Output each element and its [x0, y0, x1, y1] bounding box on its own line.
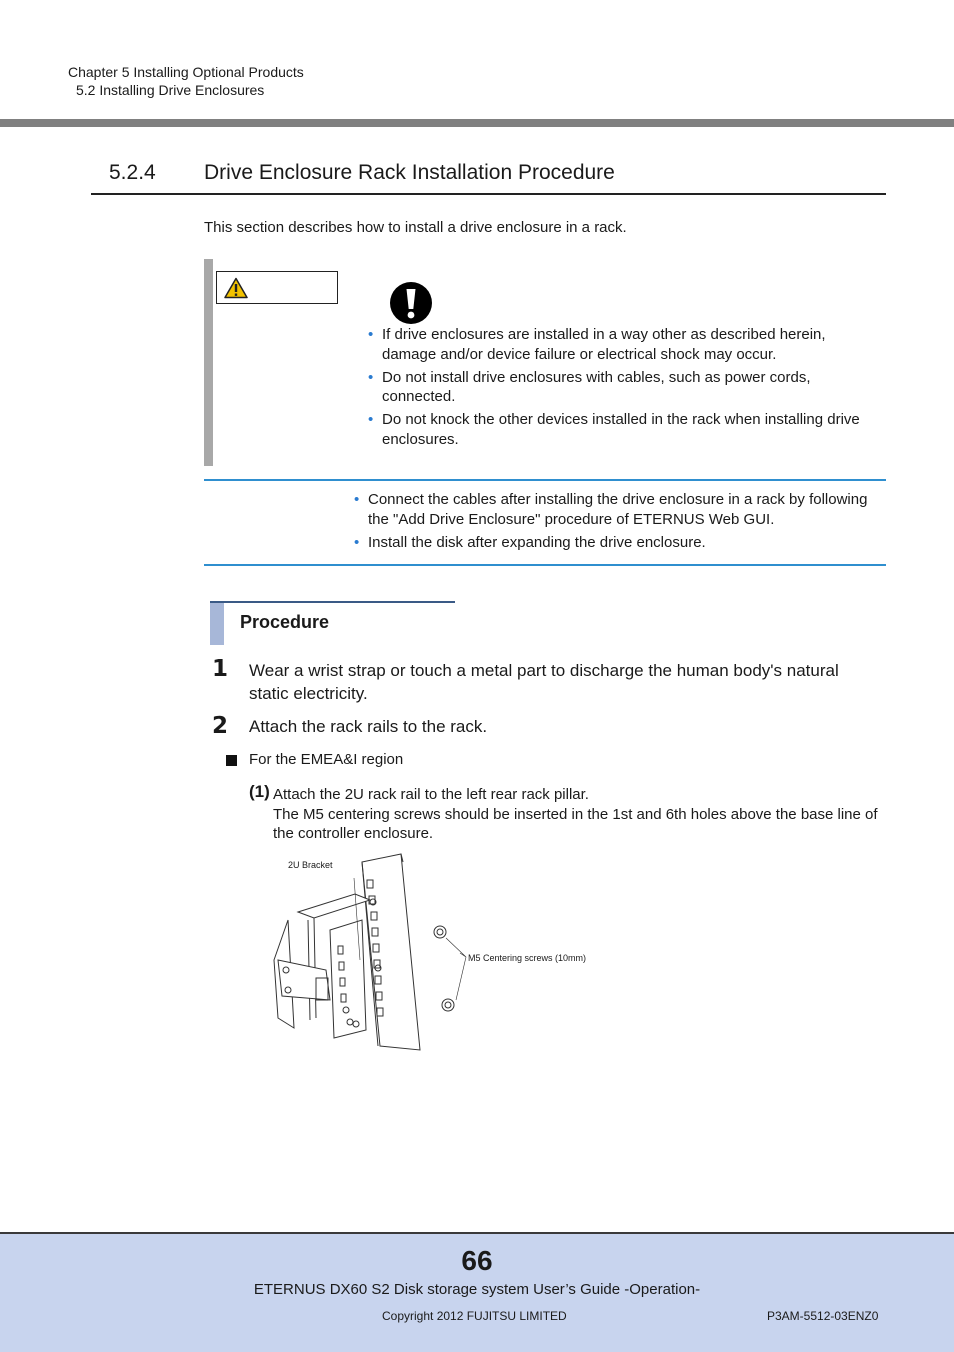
note-list	[354, 490, 879, 556]
caution-item: • Do not install drive enclosures with cables, such as power cords, connected.	[368, 368, 868, 407]
caution-side-bar	[204, 259, 213, 466]
figure-label-screws: M5 Centering screws (10mm)	[468, 953, 587, 963]
step-text: Wear a wrist strap or touch a metal part to discharge the human body's natural static electricity.	[249, 661, 839, 703]
substep-number: (1)	[249, 782, 270, 801]
copyright: Copyright 2012 FUJITSU LIMITED	[382, 1309, 567, 1323]
region-heading: For the EMEA&I region	[249, 751, 404, 768]
caution-item: • Do not knock the other devices installed in the rack when installing drive enclosures.	[368, 410, 868, 449]
caution-item: • If drive enclosures are installed in a way other as described herein, damage and/or device failure or electrical shock may occur.	[368, 325, 868, 364]
note-item: • Connect the cables after installing the drive enclosure in a rack by following the "Add Drive Enclosure" procedure of ETERNUS Web GUI.	[354, 490, 879, 529]
substep-detail: The M5 centering screws should be inserted in the 1st and 6th holes above the base line of the controller enclosure.	[273, 806, 878, 842]
guide-title: ETERNUS DX60 S2 Disk storage system User’s Guide -Operation-	[253, 1281, 701, 1298]
note-item: • Install the disk after expanding the drive enclosure.	[354, 533, 879, 553]
note-rule-bottom	[204, 564, 886, 566]
header-section: 5.2 Installing Drive Enclosures	[76, 82, 265, 98]
figure-label-bracket: 2U Bracket	[288, 860, 333, 870]
section-title: Drive Enclosure Rack Installation Procedure	[204, 161, 615, 184]
header-chapter: Chapter 5 Installing Optional Products	[68, 64, 304, 80]
mandatory-exclamation-icon	[389, 281, 433, 330]
intro-text: This section describes how to install a drive enclosure in a rack.	[204, 219, 627, 236]
procedure-accent	[210, 603, 224, 645]
header-bar	[0, 119, 954, 127]
substep-text: Attach the 2U rack rail to the left rear rack pillar.	[273, 786, 589, 803]
step-number: 1	[212, 656, 229, 682]
caution-label	[216, 271, 338, 304]
section-number: 5.2.4	[109, 161, 156, 184]
procedure-title: Procedure	[240, 612, 330, 632]
procedure-rule	[210, 601, 455, 603]
document-code: P3AM-5512-03ENZ0	[767, 1309, 879, 1323]
section-rule	[91, 193, 886, 195]
square-bullet-icon	[226, 755, 237, 766]
note-rule-top	[204, 479, 886, 481]
step-number: 2	[212, 713, 229, 739]
page-number: 66	[461, 1245, 493, 1276]
caution-list	[368, 325, 868, 453]
warning-triangle-icon	[224, 277, 248, 299]
step-text: Attach the rack rails to the rack.	[249, 717, 488, 736]
